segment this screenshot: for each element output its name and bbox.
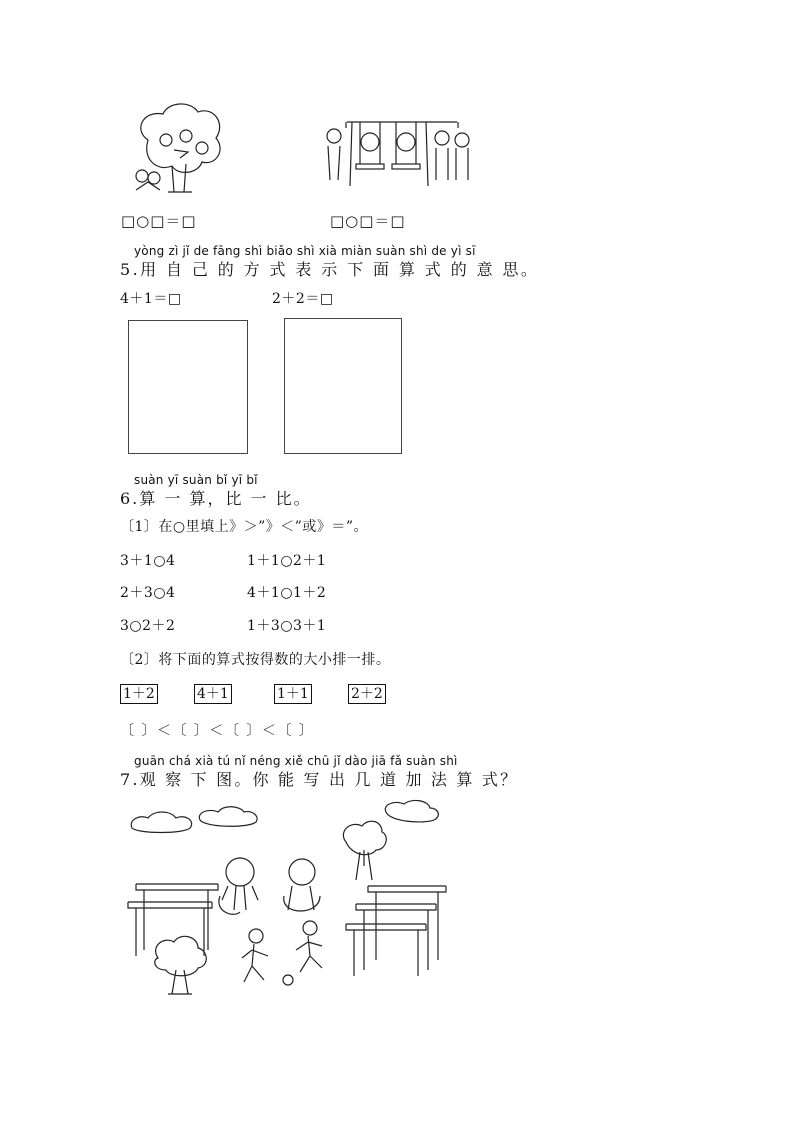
q6-order-answer-line[interactable]: 〔 〕＜〔 〕＜〔 〕＜〔 〕	[120, 723, 315, 739]
q6-pinyin: suàn yī suàn bǐ yī bǐ	[134, 473, 258, 487]
q6-expression-box-3: 1＋1	[274, 684, 312, 704]
q6-expression-box-2: 4＋1	[194, 684, 232, 704]
q7-pinyin: guān chá xià tú nǐ néng xiě chū jǐ dào jiā fǎ suàn shì	[134, 754, 458, 768]
playground-scene-illustration	[124, 800, 454, 1010]
swing-children-illustration	[322, 116, 482, 188]
q5-pinyin: yòng zì jǐ de fāng shì biǎo shì xià miàn suàn shì de yì sī	[134, 244, 476, 258]
q7-title: 7.观 察 下 图。你 能 写 出 几 道 加 法 算 式？	[120, 770, 519, 789]
q6-row1-right[interactable]: 1＋1○2＋1	[247, 553, 327, 569]
q6-row3-right[interactable]: 1＋3○3＋1	[247, 618, 327, 634]
q6-row1-left[interactable]: 3＋1○4	[120, 553, 176, 569]
q6-title: 6.算 一 算，比 一 比。	[120, 489, 312, 508]
q4-equation-left: □○□＝□	[121, 212, 197, 230]
q5-title: 5.用 自 己 的 方 式 表 示 下 面 算 式 的 意 思。	[120, 260, 540, 279]
q6-part1-instruction: 〔1〕在○里填上》＞”》＜”或》＝”。	[120, 519, 369, 535]
q6-expression-box-4: 2＋2	[348, 684, 386, 704]
q6-expression-box-1: 1＋2	[120, 684, 158, 704]
q6-part2-instruction: 〔2〕将下面的算式按得数的大小排一排。	[120, 652, 391, 668]
q5-equation-1: 4＋1＝□	[120, 291, 182, 307]
q5-drawing-box-2[interactable]	[284, 318, 402, 454]
q6-row2-left[interactable]: 2＋3○4	[120, 585, 176, 601]
q6-row3-left[interactable]: 3○2＋2	[120, 618, 176, 634]
tree-with-monkeys-illustration	[128, 100, 228, 195]
q4-equation-right: □○□＝□	[330, 212, 406, 230]
q5-drawing-box-1[interactable]	[128, 320, 248, 454]
q6-row2-right[interactable]: 4＋1○1＋2	[247, 585, 327, 601]
q5-equation-2: 2＋2＝□	[272, 291, 334, 307]
